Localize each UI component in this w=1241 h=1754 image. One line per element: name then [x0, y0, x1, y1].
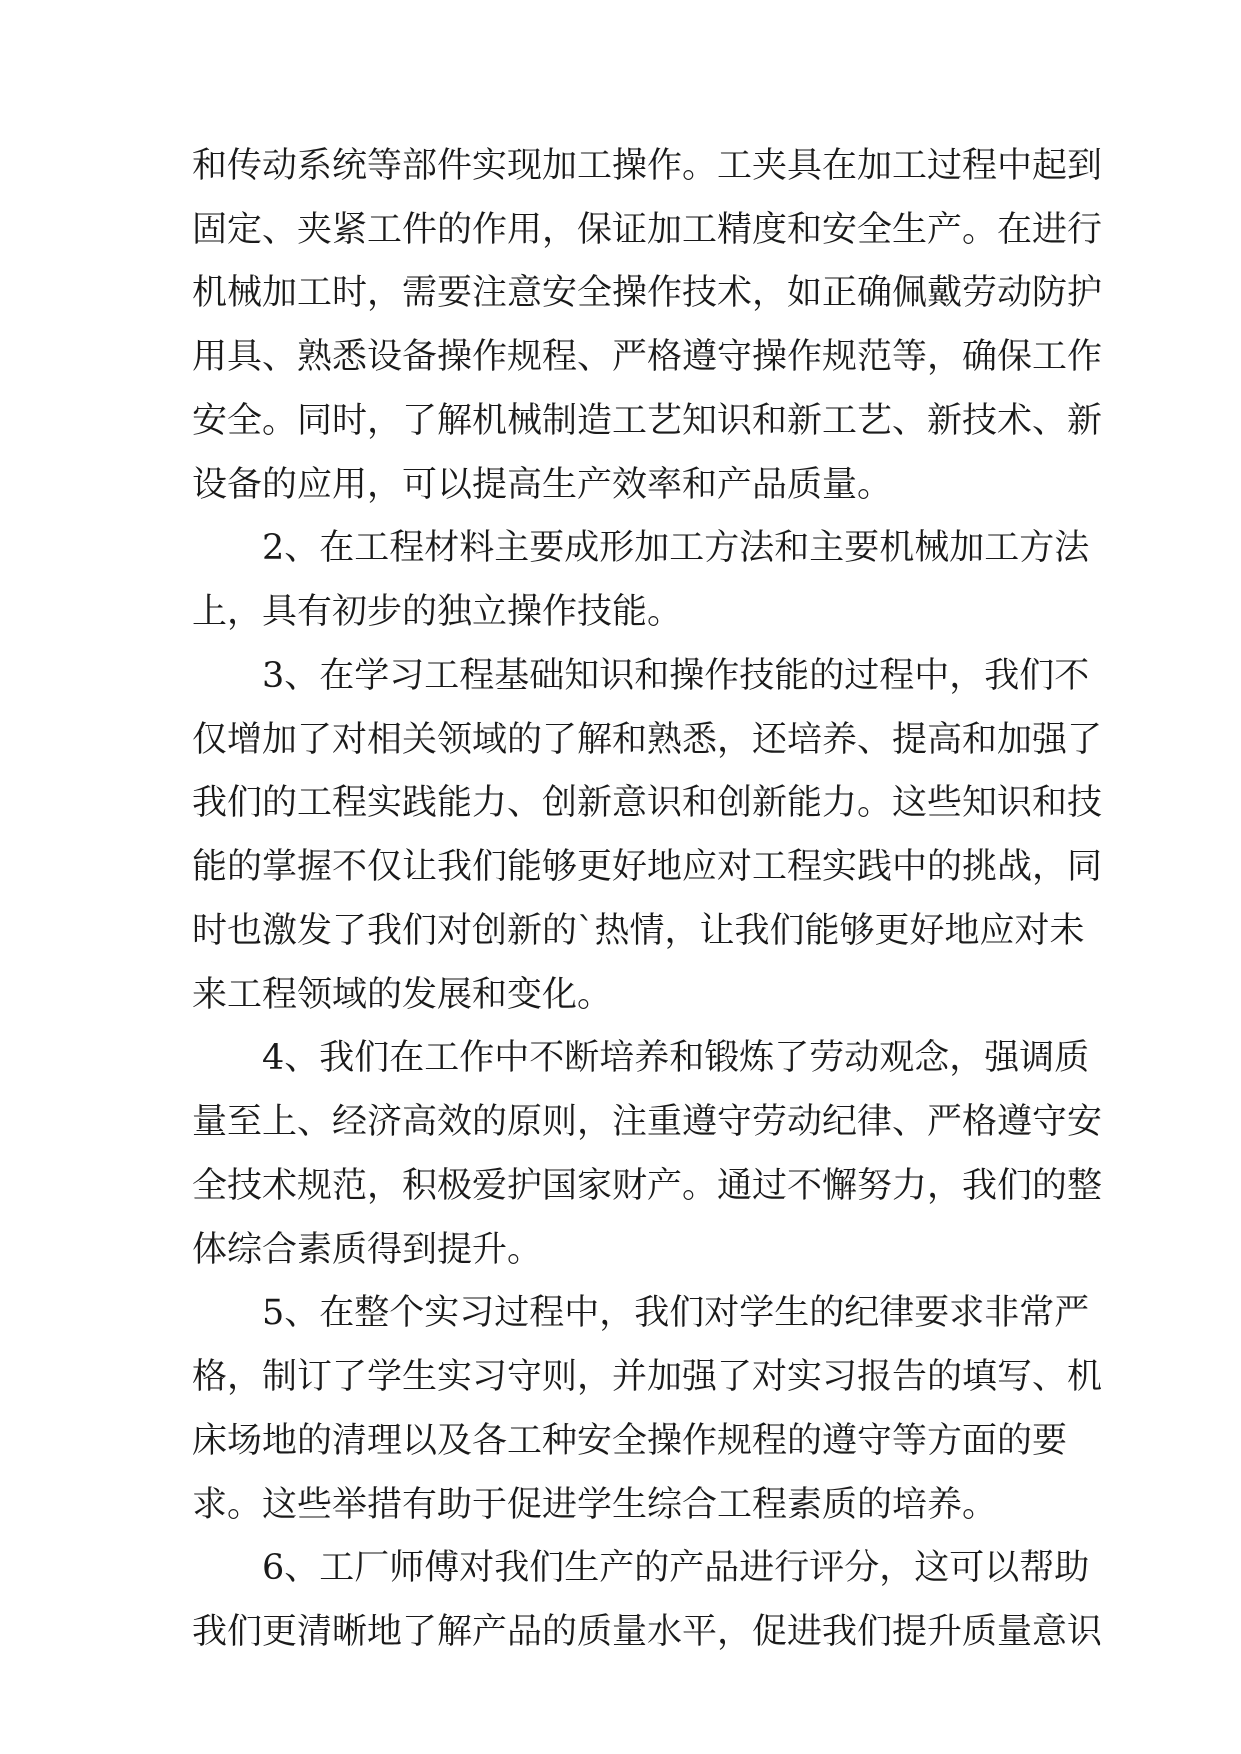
text-line: 安全。同时，了解机械制造工艺知识和新工艺、新技术、新	[192, 401, 1103, 441]
text-line: 我们更清晰地了解产品的质量水平，促进我们提升质量意识	[192, 1612, 1103, 1652]
text-line: 2、在工程材料主要成形加工方法和主要机械加工方法	[192, 528, 1090, 568]
text-line: 仅增加了对相关领域的了解和熟悉，还培养、提高和加强了	[192, 720, 1103, 760]
text-line: 和传动系统等部件实现加工操作。工夹具在加工过程中起到	[192, 146, 1103, 186]
text-line: 5、在整个实习过程中，我们对学生的纪律要求非常严	[192, 1293, 1090, 1333]
text-line: 4、我们在工作中不断培养和锻炼了劳动观念，强调质	[192, 1038, 1090, 1078]
text-line: 我们的工程实践能力、创新意识和创新能力。这些知识和技	[192, 783, 1103, 823]
text-line: 上，具有初步的独立操作技能。	[192, 592, 683, 632]
text-line: 格，制订了学生实习守则，并加强了对实习报告的填写、机	[192, 1357, 1103, 1397]
text-line: 体综合素质得到提升。	[192, 1230, 543, 1270]
text-line: 固定、夹紧工件的作用，保证加工精度和安全生产。在进行	[192, 210, 1103, 250]
text-line: 用具、熟悉设备操作规程、严格遵守操作规范等，确保工作	[192, 337, 1103, 377]
text-line: 全技术规范，积极爱护国家财产。通过不懈努力，我们的整	[192, 1166, 1103, 1206]
text-line: 求。这些举措有助于促进学生综合工程素质的培养。	[192, 1485, 998, 1525]
text-line: 床场地的清理以及各工种安全操作规程的遵守等方面的要	[192, 1421, 1068, 1461]
text-line: 设备的应用，可以提高生产效率和产品质量。	[192, 465, 893, 505]
text-line: 时也激发了我们对创新的`热情，让我们能够更好地应对未	[192, 911, 1085, 951]
text-line: 能的掌握不仅让我们能够更好地应对工程实践中的挑战，同	[192, 847, 1103, 887]
text-line: 来工程领域的发展和变化。	[192, 975, 613, 1015]
text-line: 量至上、经济高效的原则，注重遵守劳动纪律、严格遵守安	[192, 1102, 1103, 1142]
text-line: 3、在学习工程基础知识和操作技能的过程中，我们不	[192, 656, 1090, 696]
text-line: 机械加工时，需要注意安全操作技术，如正确佩戴劳动防护	[192, 273, 1103, 313]
text-line: 6、工厂师傅对我们生产的产品进行评分，这可以帮助	[192, 1548, 1090, 1588]
